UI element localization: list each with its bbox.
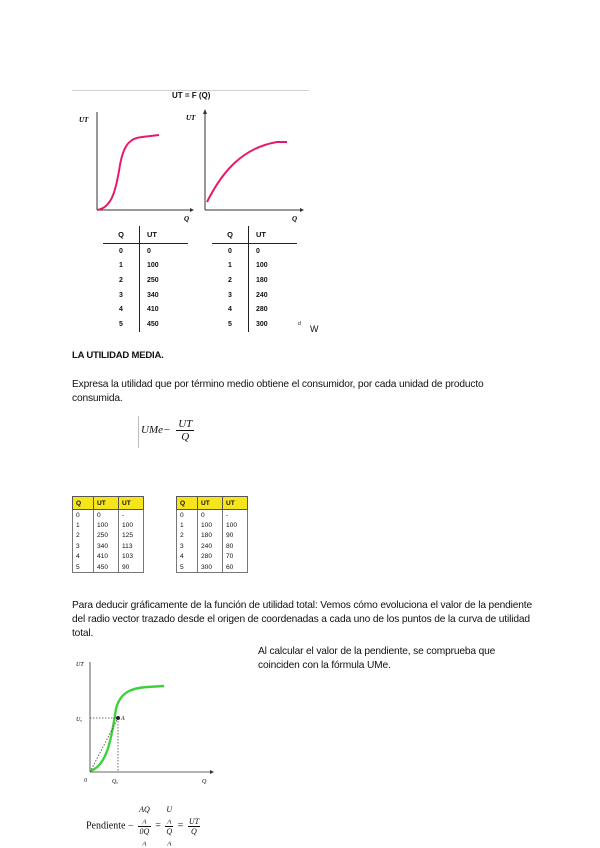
slope-eq: − (127, 820, 134, 832)
table-cell: 4 (212, 302, 249, 317)
lower-x-arrow (210, 770, 214, 774)
table-cell: 4 (177, 552, 198, 562)
table-cell: 0 (212, 244, 249, 259)
table-cell: 1 (103, 259, 140, 274)
table-cell: 250 (147, 276, 159, 284)
ume-formula (141, 418, 194, 443)
left-x-arrow (190, 208, 194, 212)
table-cell: 100 (94, 520, 119, 530)
table-cell: 4 (73, 552, 94, 562)
paragraph-slope: Al calcular el valor de la pendiente, se comprueba que coinciden con la fórmula UMe. (258, 646, 496, 671)
table-cell: 0 (256, 247, 260, 255)
right-table-header-q: Q (212, 226, 249, 244)
f2-num-sub: A (167, 818, 172, 826)
left-ut-table (103, 226, 188, 332)
table-cell: 70 (223, 552, 248, 562)
table-cell: 2 (177, 531, 198, 541)
table-cell: 450 (147, 320, 159, 328)
right-utility-curve (207, 142, 287, 202)
table-cell: 3 (177, 541, 198, 551)
table-cell: 90 (119, 562, 144, 573)
point-a-label: A (121, 716, 125, 722)
left-table-header-q: Q (103, 226, 140, 244)
table-cell: 0 (177, 510, 198, 521)
ume2-header-q: Q (177, 497, 198, 510)
average-utility-graph (72, 654, 222, 788)
table-cell: 3 (73, 541, 94, 551)
f3-num: UT (188, 816, 200, 826)
right-table-header-ut: UT (249, 226, 298, 244)
ume2-header-ume: UT (223, 497, 248, 510)
origin-label: 0 (84, 778, 87, 784)
table-cell: 0 (198, 510, 223, 521)
table-cell: 3 (212, 288, 249, 303)
table-cell: 280 (198, 552, 223, 562)
table-cell: 250 (94, 531, 119, 541)
f3-den: Q (191, 826, 197, 836)
table-cell: 1 (73, 520, 94, 530)
ume-table-right (176, 496, 248, 573)
f1-den-sub: A (142, 840, 147, 848)
table-cell: 103 (119, 552, 144, 562)
table-cell: - (119, 510, 144, 521)
f2-num: U (166, 805, 173, 814)
formula-lhs: UMe (141, 424, 163, 437)
table-cell: 100 (119, 520, 144, 530)
table-cell: 180 (256, 276, 268, 284)
point-a (116, 716, 120, 720)
table-cell: 410 (147, 306, 159, 314)
f1-den: 0Q (139, 826, 150, 836)
table-cell: 410 (94, 552, 119, 562)
ume1-header-ume: UT (119, 497, 144, 510)
slope-formula: Pendiente − AQ $_A$ 0Q $_A$ = U $_A$ Q $_A$ = $\frac{UT}{Q}$ (86, 805, 200, 848)
table-cell: 125 (119, 531, 144, 541)
table-cell: 5 (103, 317, 140, 332)
table-cell: 60 (223, 562, 248, 573)
ume1-header-q: Q (73, 497, 94, 510)
slope-fraction-3 (188, 817, 200, 836)
formula-op: − (163, 424, 171, 437)
ume1-header-ut: UT (94, 497, 119, 510)
right-x-arrow (300, 208, 304, 212)
table-cell: 2 (212, 273, 249, 288)
table-cell: 1 (212, 259, 249, 274)
table-cell: 5 (212, 317, 249, 332)
table-cell: 5 (177, 562, 198, 573)
slope-label: Pendiente (86, 820, 126, 832)
right-y-label: UT (186, 114, 196, 122)
table-cell: 340 (147, 291, 159, 299)
table-cell: 5 (73, 562, 94, 573)
table-cell: 0 (103, 244, 140, 259)
table-cell: 280 (256, 306, 268, 314)
table-cell: 113 (119, 541, 144, 551)
right-y-arrow (203, 109, 207, 114)
formula-numerator: UT (178, 418, 193, 430)
section-heading: LA UTILIDAD MEDIA. (72, 350, 164, 361)
slope-fraction-1 (138, 805, 151, 847)
footnote-mark: d (298, 321, 301, 327)
table-cell: 4 (103, 302, 140, 317)
ume2-header-ut: UT (198, 497, 223, 510)
ua-label: Uₐ (76, 717, 83, 723)
figure-title: UT = F (Q) (172, 91, 211, 100)
table-cell: 180 (198, 531, 223, 541)
radius-vector (90, 718, 118, 772)
table-cell: 300 (198, 562, 223, 573)
total-utility-curve (90, 686, 164, 771)
table-cell: 100 (147, 262, 159, 270)
table-cell: 240 (256, 291, 268, 299)
utility-graphs (72, 100, 312, 230)
table-cell: 100 (223, 520, 248, 530)
table-cell: - (223, 510, 248, 521)
f1-num-sub: A (142, 818, 147, 826)
right-x-label: Q (292, 215, 298, 223)
table-cell: 0 (94, 510, 119, 521)
table-cell: 0 (73, 510, 94, 521)
table-cell: 2 (73, 531, 94, 541)
f1-num: AQ (139, 805, 150, 814)
table-cell: 3 (103, 288, 140, 303)
slope-fraction-2 (165, 805, 173, 847)
formula-denominator: Q (181, 431, 190, 443)
table-cell: 340 (94, 541, 119, 551)
qa-label: Qₐ (112, 779, 119, 785)
table-cell: 2 (103, 273, 140, 288)
table-cell: 100 (256, 262, 268, 270)
table-cell: 450 (94, 562, 119, 573)
right-ut-table (212, 226, 297, 332)
table-cell: 240 (198, 541, 223, 551)
paragraph-graphical: Para deducir gráficamente de la función de utilidad total: Vemos cómo evoluciona el valor de la pendiente del radio vector trazado desde el origen de coordenadas a cada uno de los puntos de la curva de utilidad total. (72, 600, 532, 639)
left-x-label: Q (184, 215, 190, 223)
paragraph-ume-definition: Expresa la utilidad que por término medio obtiene el consumidor, por cada unidad de producto consumida. (72, 379, 484, 404)
left-y-label: UT (79, 116, 89, 124)
f2-den: Q (166, 826, 173, 836)
table-cell: 90 (223, 531, 248, 541)
lower-y-label: UT (76, 662, 84, 668)
table-cell: 1 (177, 520, 198, 530)
f2-den-sub: A (167, 840, 172, 848)
ume-table-left (72, 496, 144, 573)
table-cell: 300 (256, 320, 268, 328)
table-cell: 100 (198, 520, 223, 530)
lower-x-label: Q (202, 779, 207, 785)
table-cell: 80 (223, 541, 248, 551)
watermark-letter: W (310, 324, 319, 334)
left-table-header-ut: UT (140, 226, 189, 244)
table-cell: 0 (147, 247, 151, 255)
formula-fraction (176, 418, 194, 443)
left-utility-curve (97, 135, 159, 210)
